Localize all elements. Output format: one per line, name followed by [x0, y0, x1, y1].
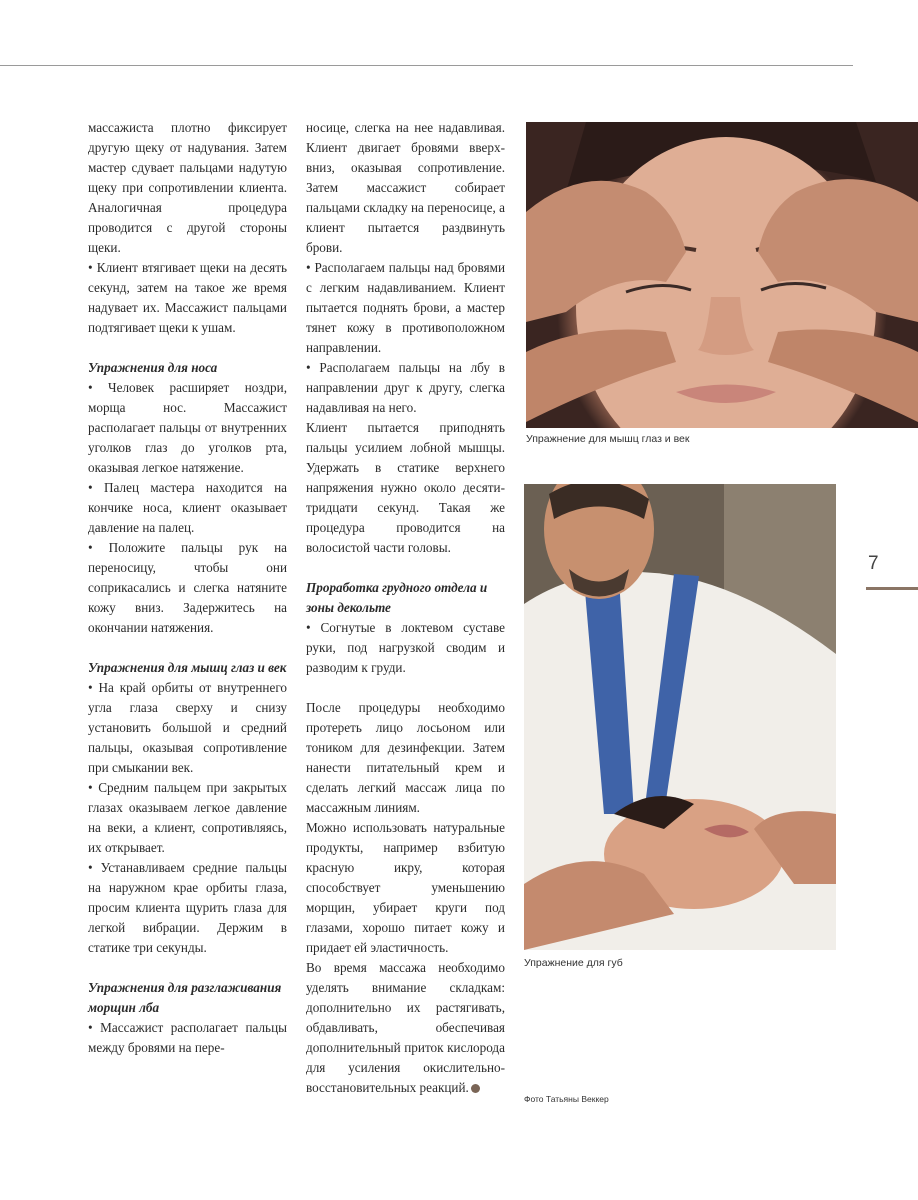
paragraph: • Средним пальцем при закрытых глазах оказываем легкое давление на веки, а клиент, сопротивляясь, их открывает. [88, 780, 287, 855]
paragraph: Во время массажа необходимо уделять внимание складкам: дополнительно их растягивать, обдавливать, обеспечивая дополнительный приток кислорода для усиления окислительно-восстановительных реакций. [306, 960, 505, 1095]
paragraph: • Устанавливаем средние пальцы на наружном крае орбиты глаза, просим клиента щурить глаза для легкой вибрации. Держим в статике три секунды. [88, 860, 287, 955]
page-number: 7 [868, 553, 879, 574]
photo-credit: Фото Татьяны Веккер [524, 1094, 609, 1104]
paragraph: • Располагаем пальцы над бровями с легким надавливанием. Клиент пытается поднять брови, а мастер тянет кожу в противоположном направлении. [306, 260, 505, 355]
paragraph: • Согнутые в локтевом суставе руки, под нагрузкой сводим и разводим к груди. [306, 620, 505, 675]
paragraph-gap [88, 958, 287, 978]
photo-lip-exercise-illustration [524, 484, 836, 950]
section-heading: Упражнения для носа [88, 360, 218, 375]
paragraph: Клиент пытается приподнять пальцы усилием лобной мышцы. Удержать в статике верхнего напряжения нужно около десяти-тридцати секунд. Такая же процедура проводится на волосистой части головы. [306, 420, 505, 555]
photo-eye-exercise [526, 122, 918, 428]
top-rule [0, 65, 853, 66]
photo-lip-exercise [524, 484, 836, 950]
paragraph: • Массажист располагает пальцы между бровями на пере- [88, 1020, 287, 1055]
photo-eye-exercise-caption: Упражнение для мышц глаз и век [526, 433, 690, 445]
text-column-1 [88, 118, 287, 1058]
paragraph-gap [88, 638, 287, 658]
paragraph: • На край орбиты от внутреннего угла глаза сверху и снизу установить большой и средний пальцы, оказывая сопротивление при смыкании век. [88, 680, 287, 775]
paragraph-gap [306, 678, 505, 698]
paragraph: • Положите пальцы рук на переносицу, чтобы они соприкасались и слегка натяните кожу вниз. Задержитесь на окончании натяжения. [88, 540, 287, 635]
paragraph: массажиста плотно фиксирует другую щеку от надувания. Затем мастер сдувает пальцами надутую щеку при сопротивлении клиента. Аналогичная процедура проводится с другой стороны щеки. [88, 120, 287, 255]
paragraph: Можно использовать натуральные продукты, например взбитую красную икру, которая способствует уменьшению морщин, убирает круги под глазами, хорошо питает кожу и придает ей эластичность. [306, 820, 505, 955]
paragraph: носице, слегка на нее надавливая. Клиент двигает бровями вверх-вниз, оказывая сопротивление. Затем массажист собирает пальцами складку на переносице, а клиент пытается раздвинуть брови. [306, 120, 505, 255]
paragraph: После процедуры необходимо протереть лицо лосьоном или тоником для дезинфекции. Затем нанести питательный крем и сделать легкий массаж лица по массажным линиям. [306, 700, 505, 815]
page-number-rule [866, 587, 918, 590]
text-column-2 [306, 118, 505, 1098]
end-of-article-dot [471, 1084, 480, 1093]
section-heading: Упражнения для разглаживания морщин лба [88, 980, 282, 1015]
paragraph: • Палец мастера находится на кончике носа, клиент оказывает давление на палец. [88, 480, 287, 535]
photo-eye-exercise-illustration [526, 122, 918, 428]
paragraph-gap [88, 338, 287, 358]
section-heading: Проработка грудного отдела и зоны декольте [306, 580, 488, 615]
section-heading: Упражнения для мышц глаз и век [88, 660, 287, 675]
paragraph: • Клиент втягивает щеки на десять секунд, затем на такое же время надувает их. Массажист пальцами подтягивает щеки к ушам. [88, 260, 287, 335]
paragraph: • Человек расширяет ноздри, морща нос. Массажист располагает пальцы от внутренних уголков глаз до уголков рта, оказывая легкое натяжение. [88, 380, 287, 475]
paragraph-gap [306, 558, 505, 578]
photo-lip-exercise-caption: Упражнение для губ [524, 957, 623, 969]
paragraph: • Располагаем пальцы на лбу в направлении друг к другу, слегка надавливая на него. [306, 360, 505, 415]
